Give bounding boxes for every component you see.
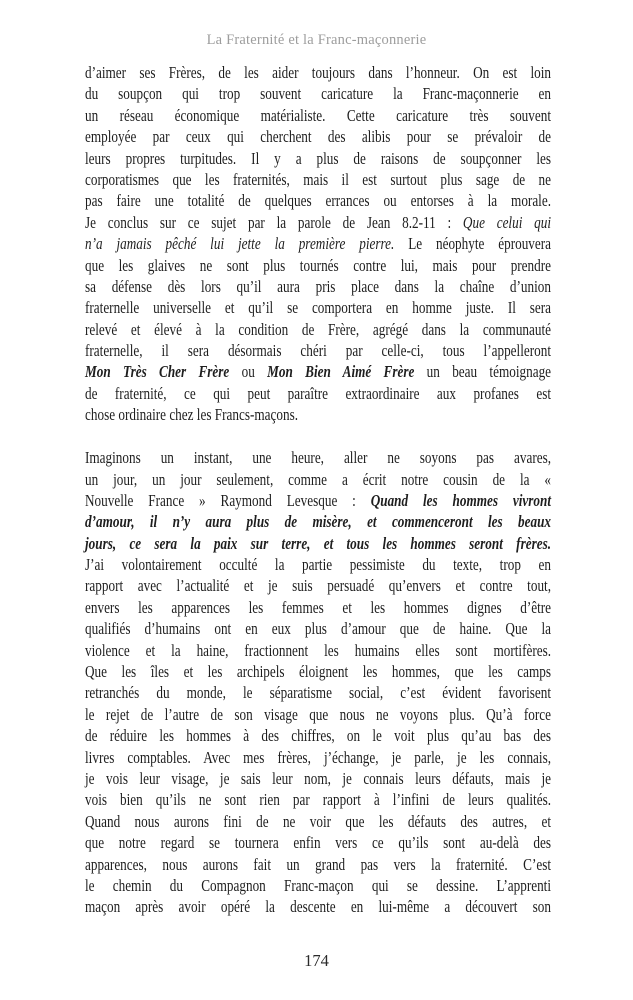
text-line: [85, 319, 551, 340]
text-segment: fraternelle, il sera désormais chéri par celle-ci, tous l’appelleront: [85, 341, 552, 361]
text-line: [85, 469, 551, 490]
italic-text-segment: Que celui qui: [462, 212, 552, 232]
text-segment: qualifiés d’humains ont en eux plus d’amour que de haine. Que la: [85, 619, 552, 639]
text-line: [85, 447, 551, 468]
text-segment: Imaginons un instant, une heure, aller ne soyons pas avares,: [85, 448, 552, 468]
text-line: [85, 704, 551, 725]
italic-text-segment: n’a jamais pêché lui jette la première pierre.: [85, 234, 395, 254]
text-segment: sa défense dès lors qu’il aura pris place dans la chaîne d’union: [85, 276, 552, 296]
text-segment: je vois leur visage, je sais leur nom, je connais leurs défauts, mais je: [85, 769, 552, 788]
text-line: [85, 62, 551, 83]
paragraph: [85, 447, 551, 918]
text-segment: leurs propres turpitudes. Il y a plus de raisons de soupçonner les: [85, 148, 552, 168]
text-segment: maçon après avoir opéré la descente en lui-même a découvert son: [85, 897, 552, 917]
text-segment: que les glaives ne sont plus tournés contre lui, mais pour prendre: [85, 255, 552, 275]
text-segment: employée par ceux qui cherchent des alibis pour se prévaloir de: [85, 127, 552, 147]
text-segment: Je conclus sur ce sujet par la parole de Jean 8.2-11 :: [85, 212, 463, 232]
text-line: [85, 661, 551, 682]
text-line: [85, 533, 551, 554]
text-line: [85, 725, 551, 746]
text-line: [85, 297, 551, 318]
text-segment: du soupçon qui trop souvent caricature la Franc-maçonnerie en: [85, 84, 552, 104]
text-line: [85, 640, 551, 661]
text-line: [85, 511, 551, 532]
text-segment: que notre regard se tournera enfin vers ce qu’ils sont au-delà des: [85, 833, 552, 853]
text-segment: le rejet de l’autre de son visage que nous ne voyons plus. Qu’à force: [85, 704, 552, 724]
text-line: [85, 811, 551, 832]
text-segment: apparences, nous aurons fait un grand pas vers la fraternité. C’est: [85, 854, 552, 874]
text-line: [85, 490, 551, 511]
text-segment: de fraternité, ce qui peut paraître extraordinaire aux profanes est: [85, 383, 552, 403]
text-segment: pas faire une totalité de quelques errances ou entorses à la morale.: [85, 191, 552, 211]
text-line: [85, 233, 551, 254]
text-segment: de réduire les hommes à des chiffres, on le voit plus qu’au bas des: [85, 726, 552, 746]
bold-italic-text-segment: Mon Bien Aimé Frère: [267, 362, 415, 382]
text-segment: corporatismes que les fraternités, mais il est surtout plus sage de ne: [85, 169, 552, 189]
page-number: 174: [304, 951, 329, 970]
text-line: [85, 105, 551, 126]
text-line: [85, 361, 551, 382]
text-line: [85, 148, 551, 169]
text-segment: vois bien qu’ils ne sont rien par rapport à l’infini de leurs qualités.: [85, 790, 552, 810]
text-block: [85, 62, 551, 918]
text-line: [85, 83, 551, 104]
bold-italic-text-segment: d’amour, il n’y aura plus de misère, et commenceront les beaux: [85, 512, 552, 532]
text-segment: un jour, un jour seulement, comme a écrit notre cousin de la «: [85, 469, 552, 489]
text-segment: Nouvelle France » Raymond Levesque :: [85, 490, 371, 510]
text-line: [85, 768, 551, 789]
text-segment: un réseau économique matérialiste. Cette caricature très souvent: [85, 105, 552, 125]
running-header: La Fraternité et la Franc-maçonnerie: [206, 32, 427, 48]
text-line: [85, 554, 551, 575]
text-segment: le chemin du Compagnon Franc-maçon qui se dessine. L’apprenti: [85, 875, 552, 895]
text-line: [85, 169, 551, 190]
text-segment: Que les îles et les archipels éloignent les hommes, que les camps: [85, 662, 552, 682]
text-segment: rapport avec l’actualité et je suis persuadé qu’envers et contre tout,: [85, 576, 552, 596]
text-line: [85, 597, 551, 618]
text-segment: Le néophyte éprouvera: [394, 234, 552, 254]
text-line: [85, 126, 551, 147]
paragraph: [85, 62, 551, 426]
text-line: [85, 212, 551, 233]
text-line: [85, 276, 551, 297]
bold-italic-text-segment: Quand les hommes vivront: [370, 490, 552, 510]
text-line: [85, 340, 551, 361]
text-line: [85, 854, 551, 875]
text-segment: livres comptables. Avec mes frères, j’échange, je parle, je les connais,: [85, 747, 552, 767]
text-line: [85, 896, 551, 917]
text-segment: un beau témoignage: [414, 362, 552, 382]
text-line: [85, 618, 551, 639]
text-line: [85, 789, 551, 810]
text-segment: chose ordinaire chez les Francs-maçons.: [85, 405, 299, 425]
text-line: [85, 747, 551, 768]
text-line: [85, 875, 551, 896]
text-line: [85, 255, 551, 276]
text-line: [85, 190, 551, 211]
text-segment: envers les apparences les femmes et les hommes dignes d’être: [85, 597, 552, 617]
text-segment: relevé et élevé à la condition de Frère, agrégé dans la communauté: [85, 319, 552, 339]
text-line: [85, 404, 551, 425]
text-line: [85, 832, 551, 853]
text-segment: violence et la haine, fractionnent les humains elles sont mortifères.: [85, 640, 552, 660]
text-segment: d’aimer ses Frères, de les aider toujours dans l’honneur. On est loin: [85, 63, 552, 82]
text-line: [85, 682, 551, 703]
text-segment: retranchés du monde, le séparatisme social, c’est évident favorisent: [85, 683, 552, 703]
text-line: [85, 575, 551, 596]
bold-italic-text-segment: jours, ce sera la paix sur terre, et tous les hommes seront frères.: [85, 533, 552, 553]
text-segment: Quand nous aurons fini de ne voir que les défauts des autres, et: [85, 811, 552, 831]
text-segment: ou: [229, 362, 268, 382]
bold-italic-text-segment: Mon Très Cher Frère: [85, 362, 230, 382]
text-line: [85, 383, 551, 404]
text-segment: J’ai volontairement occulté la partie pessimiste du texte, trop en: [85, 555, 552, 575]
text-segment: fraternelle universelle et qu’il se comportera en homme juste. Il sera: [85, 298, 552, 318]
